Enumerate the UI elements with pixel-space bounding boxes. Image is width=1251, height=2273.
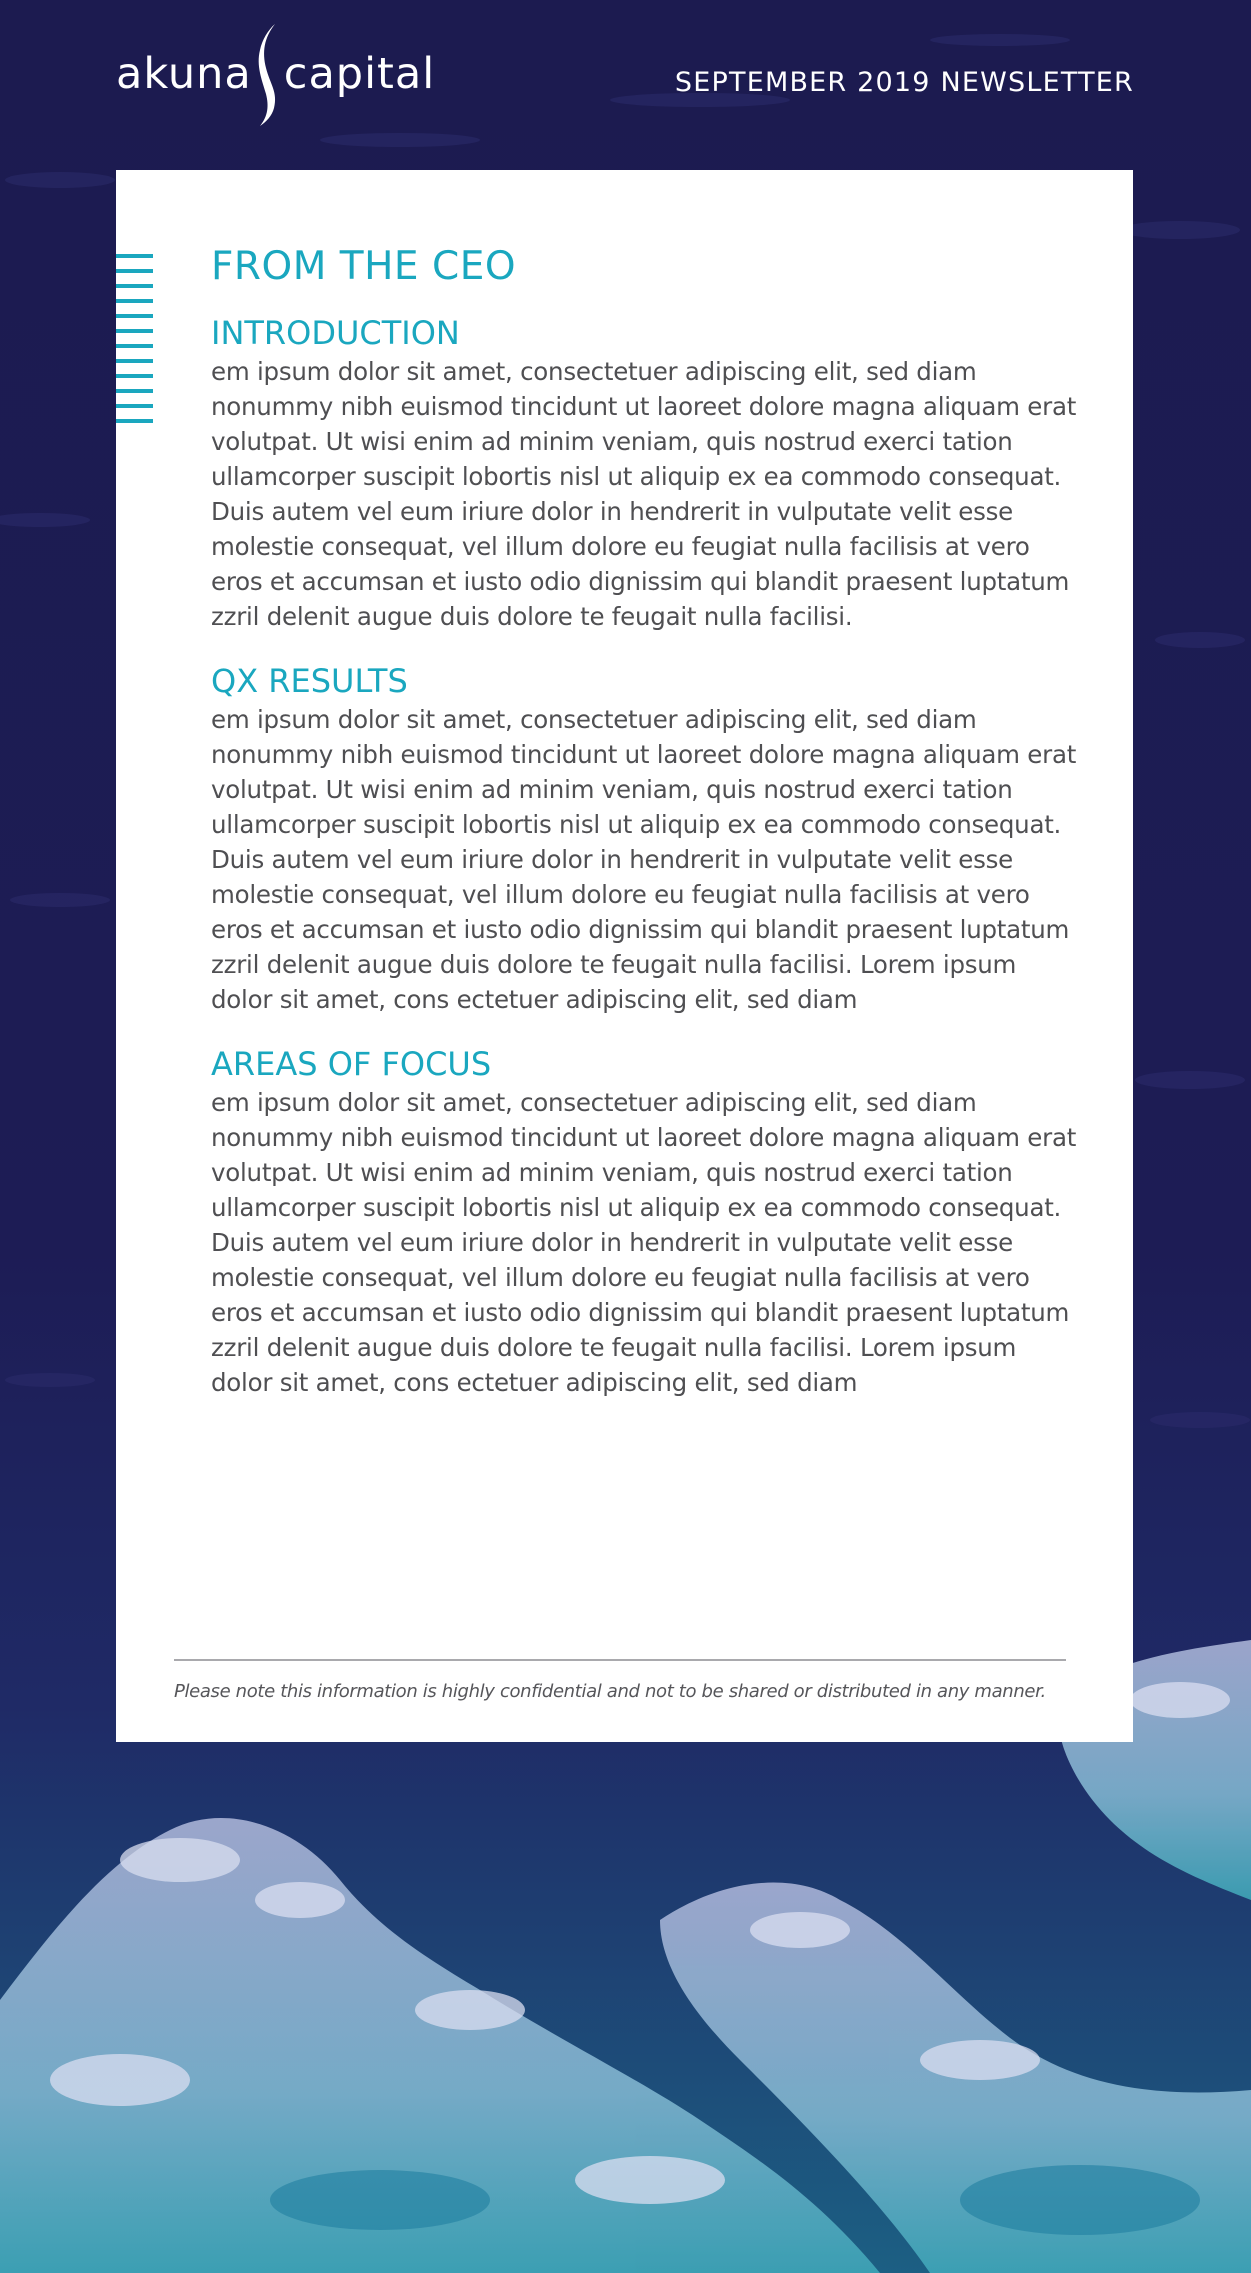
section-qx-results — [211, 662, 1081, 1017]
section-heading: QX RESULTS — [211, 662, 408, 700]
section-areas-of-focus — [211, 1045, 1081, 1400]
content-card — [116, 170, 1133, 1742]
article-content — [211, 242, 1081, 1428]
logo-text-akuna: akuna — [116, 49, 252, 99]
section-body: em ipsum dolor sit amet, consectetuer adipiscing elit, sed diam nonummy nibh euismod tincidunt ut laoreet dolore magna aliquam erat volutpat. Ut wisi enim ad minim veniam, quis nostrud exerci tation ullamcorper suscipit lobortis nisl ut aliquip ex ea commodo consequat. Duis autem vel eum iriure dolor in hendrerit in vulputate velit esse molestie consequat, vel illum dolore eu feugiat nulla facilisis at vero eros et accumsan et iusto odio dignissim qui blandit praesent luptatum zzril delenit augue duis dolore te feugait nulla facilisi. — [211, 357, 1077, 631]
page-title: FROM THE CEO — [211, 244, 517, 289]
logo-wave-mark-icon — [254, 22, 282, 127]
akuna-capital-logo[interactable] — [116, 22, 435, 127]
logo-text-capital: capital — [283, 49, 436, 99]
confidentiality-disclaimer: Please note this information is highly confidential and not to be shared or distributed in any manner. — [174, 1681, 1046, 1702]
section-introduction — [211, 314, 1081, 634]
ruler-decoration — [116, 254, 153, 518]
section-body: em ipsum dolor sit amet, consectetuer adipiscing elit, sed diam nonummy nibh euismod tincidunt ut laoreet dolore magna aliquam erat volutpat. Ut wisi enim ad minim veniam, quis nostrud exerci tation ullamcorper suscipit lobortis nisl ut aliquip ex ea commodo consequat. Duis autem vel eum iriure dolor in hendrerit in vulputate velit esse molestie consequat, vel illum dolore eu feugiat nulla facilisis at vero eros et accumsan et iusto odio dignissim qui blandit praesent luptatum zzril delenit augue duis dolore te feugait nulla facilisi. Lorem ipsum dolor sit amet, cons ectetuer adipiscing elit, sed diam — [211, 705, 1077, 1014]
newsletter-edition-label: SEPTEMBER 2019 NEWSLETTER — [674, 67, 1134, 98]
divider — [174, 1659, 1066, 1661]
section-body: em ipsum dolor sit amet, consectetuer adipiscing elit, sed diam nonummy nibh euismod tincidunt ut laoreet dolore magna aliquam erat volutpat. Ut wisi enim ad minim veniam, quis nostrud exerci tation ullamcorper suscipit lobortis nisl ut aliquip ex ea commodo consequat. Duis autem vel eum iriure dolor in hendrerit in vulputate velit esse molestie consequat, vel illum dolore eu feugiat nulla facilisis at vero eros et accumsan et iusto odio dignissim qui blandit praesent luptatum zzril delenit augue duis dolore te feugait nulla facilisi. Lorem ipsum dolor sit amet, cons ectetuer adipiscing elit, sed diam — [211, 1088, 1077, 1397]
section-heading: AREAS OF FOCUS — [211, 1045, 492, 1083]
section-heading: INTRODUCTION — [211, 314, 460, 352]
